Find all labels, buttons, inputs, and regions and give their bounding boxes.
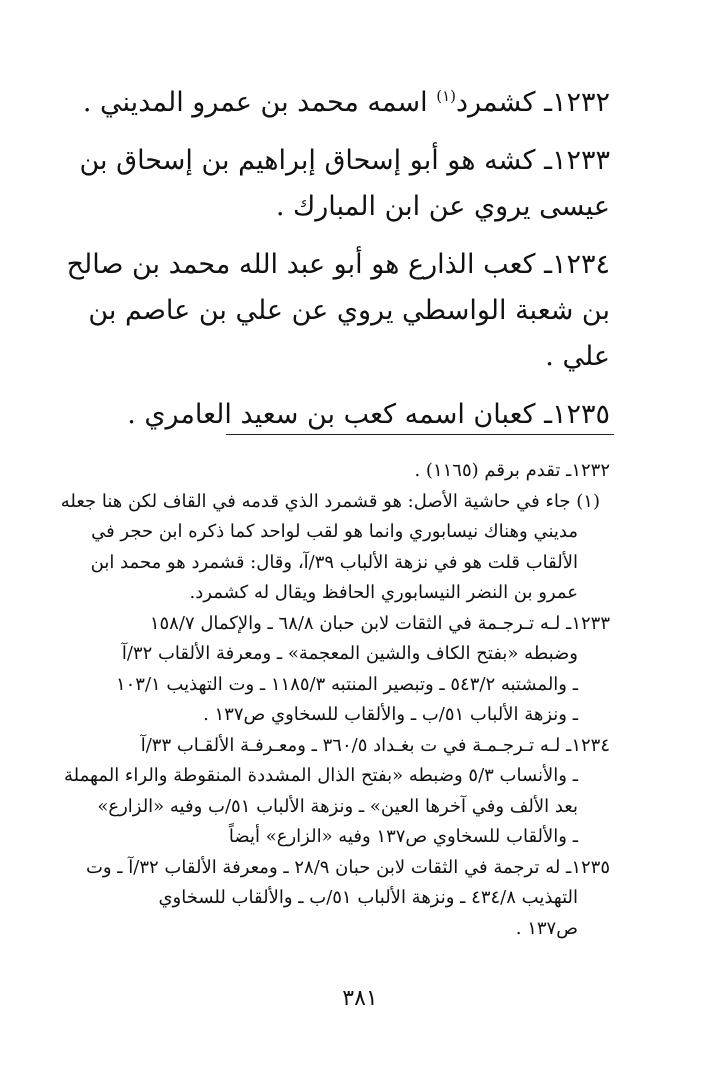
footnote-marker: (١) [436, 87, 457, 105]
entry-1235: ١٢٣٥ـ كعبان اسمه كعب بن سعيد العامري . [127, 399, 610, 430]
note-line: ـ والأنساب ٥/٣ وضبطه «بفتح الذال المشددة المنقوطة والراء المهملة [64, 765, 578, 786]
note-line: عمرو بن النضر النيسابوري الحافظ ويقال له كشمرد. [189, 582, 578, 603]
note-line: (١) جاء في حاشية الأصل: هو قشمرد الذي قدمه في القاف لكن هنا جعله [60, 490, 600, 512]
note-line: الألقاب قلت هو في نزهة الألباب ٣٩/آ، وقال: قشمرد هو محمد ابن [90, 551, 578, 573]
note-line: ـ ونزهة الألباب ٥١/ب ـ والألقاب للسخاوي ص١٣٧ . [203, 704, 578, 725]
note-line: ص١٣٧ . [515, 917, 578, 939]
note-line: بعد الألف وفي آخرها العين» ـ ونزهة الألباب ٥١/ب وفيه «الزارع» [97, 795, 578, 817]
note-line: ـ والألقاب للسخاوي ص١٣٧ وفيه «الزارع» أيضاً [228, 826, 578, 847]
footnotes [40, 456, 610, 944]
entry-1232 [40, 80, 610, 126]
footnote-separator [226, 434, 614, 435]
entry-1233: ١٢٣٣ـ كشه هو أبو إسحاق إبراهيم بن إسحاق بن عيسى يروي عن ابن المبارك . [79, 145, 610, 222]
note-line: ـ والمشتبه ٥٤٣/٢ ـ وتبصير المنتبه ١١٨٥/٣ ـ وت التهذيب ١٠٣/١ [115, 673, 578, 695]
note-line: مديني وهناك نيسابوري وانما هو لقب لواحد كما ذكره ابن حجر في [91, 521, 578, 542]
note-line: ١٢٣٥ـ له ترجمة في الثقات لابن حبان ٢٨/٩ ـ ومعرفة الألقاب ٣٢/آ ـ وت [85, 856, 610, 878]
note-line: وضبطه «بفتح الكاف والشين المعجمة» ـ ومعرفة الألقاب ٣٢/آ [121, 643, 578, 664]
page-number: ٣٨١ [342, 986, 378, 1011]
note-line: ١٢٣٤ـ لـه تـرجـمـة في ت بغـداد ٣٦٠/٥ ـ ومعـرفـة الألقـاب ٣٣/آ [140, 734, 610, 756]
entry-1232-pre: ١٢٣٢ـ كشمرد [456, 87, 610, 118]
entry-1232-post: اسمه محمد بن عمرو المديني . [82, 87, 437, 118]
note-line: ١٢٣٣ـ لـه تـرجـمة في الثقات لابن حبان ٦٨/٨ ـ والإكمال ١٥٨/٧ [149, 612, 610, 634]
main-text [40, 80, 610, 450]
entry-1234: ١٢٣٤ـ كعب الذارع هو أبو عبد الله محمد بن صالح بن شعبة الواسطي يروي عن علي بن عاصم بن علي . [66, 249, 610, 372]
note-line: التهذيب ٤٣٤/٨ ـ ونزهة الألباب ٥١/ب ـ والألقاب للسخاوي [158, 887, 578, 908]
note-line: ١٢٣٢ـ تقدم برقم (١١٦٥) . [414, 460, 610, 481]
